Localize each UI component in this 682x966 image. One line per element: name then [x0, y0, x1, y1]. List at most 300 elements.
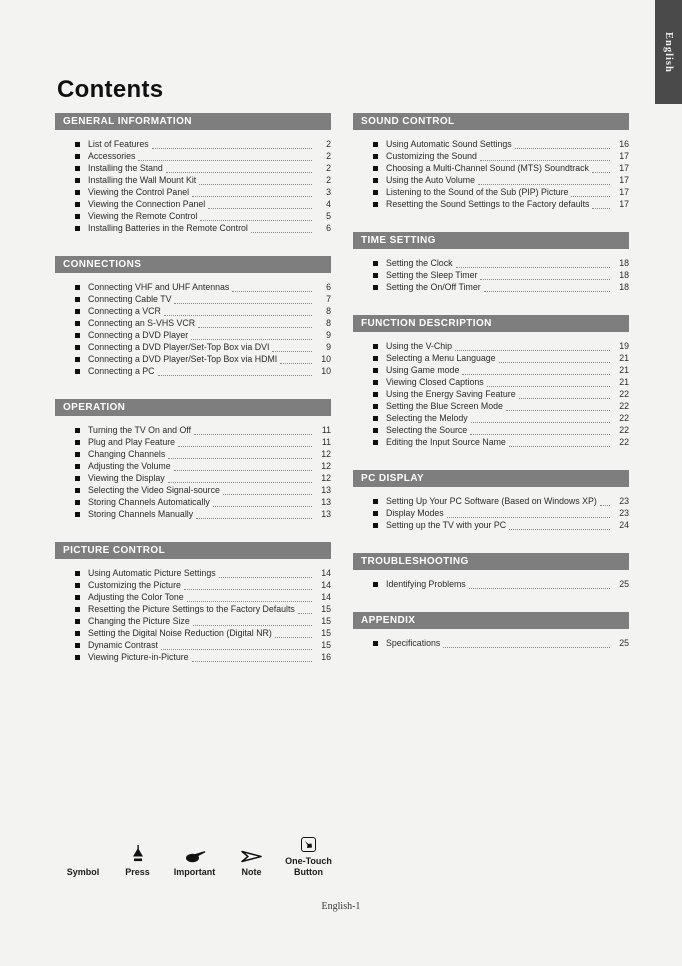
section-header: GENERAL INFORMATION	[55, 113, 331, 130]
language-tab	[655, 0, 682, 104]
square-bullet-icon	[75, 357, 80, 362]
toc-entry[interactable]	[353, 162, 629, 174]
dot-leader	[470, 426, 610, 435]
dot-leader	[447, 509, 610, 518]
toc-entry-page: 15	[321, 628, 331, 638]
square-bullet-icon	[75, 643, 80, 648]
dot-leader	[571, 188, 610, 197]
toc-entry-page: 18	[619, 270, 629, 280]
toc-entry-page: 23	[619, 496, 629, 506]
dot-leader	[168, 450, 312, 459]
dot-leader	[484, 283, 610, 292]
dot-leader	[168, 474, 312, 483]
section-entries	[353, 332, 629, 448]
dot-leader	[480, 271, 610, 280]
toc-entry[interactable]	[353, 519, 629, 531]
toc-entry-page: 22	[619, 401, 629, 411]
square-bullet-icon	[75, 190, 80, 195]
toc-entry[interactable]	[353, 388, 629, 400]
legend-label: Important	[173, 867, 216, 877]
toc-entry-label: Selecting a Menu Language	[386, 353, 496, 363]
toc-section	[55, 256, 331, 377]
toc-entry-label: Changing the Picture Size	[88, 616, 190, 626]
square-bullet-icon	[373, 582, 378, 587]
section-header: TIME SETTING	[353, 232, 629, 249]
toc-entry-label: Customizing the Sound	[386, 151, 477, 161]
arrowhead-icon	[240, 842, 263, 863]
square-bullet-icon	[75, 595, 80, 600]
square-bullet-icon	[75, 142, 80, 147]
square-bullet-icon	[75, 333, 80, 338]
toc-section	[353, 553, 629, 590]
toc-entry-page: 21	[619, 365, 629, 375]
toc-entry[interactable]	[55, 210, 331, 222]
toc-entry-page: 12	[321, 461, 331, 471]
toc-entry-page: 11	[321, 425, 331, 435]
toc-entry[interactable]	[55, 341, 331, 353]
square-bullet-icon	[373, 261, 378, 266]
section-entries	[55, 130, 331, 234]
toc-entry-label: Connecting VHF and UHF Antennas	[88, 282, 230, 292]
toc-entry-page: 15	[321, 604, 331, 614]
legend-label: Symbol	[66, 867, 100, 877]
square-bullet-icon	[75, 428, 80, 433]
toc-entry-label: Setting the Clock	[386, 258, 453, 268]
toc-entry-label: Installing the Stand	[88, 163, 163, 173]
dot-leader	[184, 581, 312, 590]
toc-entry-page: 2	[326, 151, 331, 161]
toc-entry-page: 21	[619, 353, 629, 363]
square-bullet-icon	[75, 154, 80, 159]
dot-leader	[191, 331, 312, 340]
toc-entry[interactable]	[55, 436, 331, 448]
toc-entry-label: Using the Auto Volume	[386, 175, 476, 185]
toc-entry[interactable]	[353, 352, 629, 364]
square-bullet-icon	[75, 512, 80, 517]
dot-leader	[174, 462, 312, 471]
section-header: FUNCTION DESCRIPTION	[353, 315, 629, 332]
square-bullet-icon	[75, 619, 80, 624]
toc-section	[55, 399, 331, 520]
toc-entry[interactable]	[55, 198, 331, 210]
square-bullet-icon	[373, 273, 378, 278]
toc-entry-label: Installing the Wall Mount Kit	[88, 175, 197, 185]
toc-entry-page: 12	[321, 449, 331, 459]
toc-entry-page: 15	[321, 640, 331, 650]
toc-entry[interactable]	[55, 305, 331, 317]
square-bullet-icon	[75, 178, 80, 183]
dot-leader	[192, 653, 312, 662]
toc-entry-label: Adjusting the Volume	[88, 461, 171, 471]
toc-entry-page: 22	[619, 425, 629, 435]
toc-entry-label: Installing Batteries in the Remote Control	[88, 223, 248, 233]
toc-entry-page: 8	[326, 306, 331, 316]
toc-entry-label: Setting the Blue Screen Mode	[386, 401, 503, 411]
toc-entry-page: 16	[619, 139, 629, 149]
toc-entry-label: Listening to the Sound of the Sub (PIP) Picture	[386, 187, 569, 197]
toc-entry-label: Viewing the Display	[88, 473, 165, 483]
square-bullet-icon	[373, 523, 378, 528]
toc-entry-label: Connecting a DVD Player/Set-Top Box via DVI	[88, 342, 270, 352]
dot-leader	[592, 200, 610, 209]
square-bullet-icon	[75, 464, 80, 469]
toc-entry-page: 2	[326, 175, 331, 185]
square-bullet-icon	[373, 368, 378, 373]
dot-leader	[480, 152, 610, 161]
toc-entry[interactable]	[55, 186, 331, 198]
square-bullet-icon	[75, 166, 80, 171]
square-bullet-icon	[75, 655, 80, 660]
dot-leader	[198, 319, 312, 328]
square-bullet-icon	[373, 499, 378, 504]
section-header: PICTURE CONTROL	[55, 542, 331, 559]
toc-entry-page: 23	[619, 508, 629, 518]
toc-entry-label: Storing Channels Automatically	[88, 497, 210, 507]
toc-entry-page: 13	[321, 509, 331, 519]
toc-entry-page: 2	[326, 163, 331, 173]
toc-entry[interactable]	[353, 281, 629, 293]
toc-entry[interactable]	[55, 627, 331, 639]
square-bullet-icon	[373, 202, 378, 207]
section-header: CONNECTIONS	[55, 256, 331, 273]
toc-entry-label: Viewing the Connection Panel	[88, 199, 206, 209]
toc-entry[interactable]	[55, 162, 331, 174]
square-bullet-icon	[373, 356, 378, 361]
toc-entry[interactable]	[353, 400, 629, 412]
toc-entry[interactable]	[353, 186, 629, 198]
toc-entry[interactable]	[353, 578, 629, 590]
square-bullet-icon	[373, 190, 378, 195]
toc-entry-label: Adjusting the Color Tone	[88, 592, 184, 602]
dot-leader	[166, 164, 312, 173]
toc-entry-page: 9	[326, 330, 331, 340]
dot-leader	[200, 212, 312, 221]
toc-section	[55, 542, 331, 663]
toc-entry[interactable]	[55, 329, 331, 341]
dot-leader	[174, 295, 312, 304]
toc-columns	[55, 113, 629, 685]
toc-entry-page: 18	[619, 282, 629, 292]
toc-entry[interactable]	[353, 150, 629, 162]
toc-section	[353, 113, 629, 210]
dot-leader	[164, 307, 312, 316]
dot-leader	[152, 140, 312, 149]
page-title: Contents	[57, 76, 164, 103]
toc-entry-label: List of Features	[88, 139, 149, 149]
square-bullet-icon	[75, 345, 80, 350]
toc-entry-page: 4	[326, 199, 331, 209]
square-bullet-icon	[373, 641, 378, 646]
toc-entry[interactable]	[353, 364, 629, 376]
toc-entry[interactable]	[55, 579, 331, 591]
toc-entry-page: 22	[619, 389, 629, 399]
toc-entry-page: 15	[321, 616, 331, 626]
section-entries	[55, 416, 331, 520]
toc-entry[interactable]	[55, 651, 331, 663]
toc-entry-page: 9	[326, 342, 331, 352]
one-touch-button-icon	[301, 831, 316, 852]
toc-entry-page: 24	[619, 520, 629, 530]
dot-leader	[443, 639, 610, 648]
dot-leader	[232, 283, 312, 292]
legend-item-important	[166, 842, 223, 878]
square-bullet-icon	[373, 344, 378, 349]
square-bullet-icon	[75, 571, 80, 576]
legend-item-note	[223, 842, 280, 878]
toc-entry-label: Using Automatic Picture Settings	[88, 568, 216, 578]
toc-entry-label: Connecting an S-VHS VCR	[88, 318, 196, 328]
toc-entry-label: Using Game mode	[386, 365, 460, 375]
toc-entry-label: Customizing the Picture	[88, 580, 181, 590]
square-bullet-icon	[75, 202, 80, 207]
toc-entry[interactable]	[353, 269, 629, 281]
toc-entry-label: Identifying Problems	[386, 579, 466, 589]
square-bullet-icon	[373, 416, 378, 421]
toc-entry-label: Viewing the Control Panel	[88, 187, 190, 197]
toc-entry[interactable]	[55, 567, 331, 579]
toc-entry[interactable]	[55, 150, 331, 162]
toc-entry-label: Using the Energy Saving Feature	[386, 389, 516, 399]
toc-entry-label: Setting the On/Off Timer	[386, 282, 481, 292]
toc-entry-page: 17	[619, 151, 629, 161]
toc-entry-page: 18	[619, 258, 629, 268]
toc-entry[interactable]	[55, 460, 331, 472]
toc-entry-page: 17	[619, 187, 629, 197]
square-bullet-icon	[373, 392, 378, 397]
dot-leader	[600, 497, 610, 506]
toc-entry[interactable]	[55, 138, 331, 150]
square-bullet-icon	[75, 500, 80, 505]
dot-leader	[192, 188, 312, 197]
language-tab-label: English	[663, 31, 674, 73]
dot-leader	[158, 367, 312, 376]
toc-entry-page: 8	[326, 318, 331, 328]
toc-entry-label: Setting up the TV with your PC	[386, 520, 507, 530]
toc-entry[interactable]	[353, 174, 629, 186]
toc-entry-label: Connecting a VCR	[88, 306, 161, 316]
toc-entry-label: Using the V-Chip	[386, 341, 453, 351]
toc-entry-label: Setting the Digital Noise Reduction (Digital NR)	[88, 628, 272, 638]
legend-label: Note	[241, 867, 262, 877]
section-entries	[353, 629, 629, 649]
square-bullet-icon	[373, 285, 378, 290]
toc-entry[interactable]	[55, 603, 331, 615]
toc-entry-page: 22	[619, 437, 629, 447]
toc-column-right	[353, 113, 629, 685]
square-bullet-icon	[373, 166, 378, 171]
square-bullet-icon	[75, 309, 80, 314]
square-bullet-icon	[75, 488, 80, 493]
toc-entry[interactable]	[55, 293, 331, 305]
section-header: SOUND CONTROL	[353, 113, 629, 130]
dot-leader	[499, 354, 610, 363]
pointing-hand-icon	[184, 842, 206, 863]
section-header: PC DISPLAY	[353, 470, 629, 487]
dot-leader	[199, 176, 312, 185]
toc-section	[55, 113, 331, 234]
toc-entry-label: Connecting a DVD Player	[88, 330, 189, 340]
dot-leader	[275, 629, 312, 638]
dot-leader	[219, 569, 312, 578]
toc-entry[interactable]	[353, 376, 629, 388]
toc-entry[interactable]	[55, 484, 331, 496]
toc-entry-label: Setting Up Your PC Software (Based on Windows XP)	[386, 496, 597, 506]
toc-entry-page: 22	[619, 413, 629, 423]
section-header: APPENDIX	[353, 612, 629, 629]
toc-entry-page: 7	[326, 294, 331, 304]
toc-entry-page: 10	[321, 366, 331, 376]
dot-leader	[509, 521, 610, 530]
dot-leader	[592, 164, 610, 173]
square-bullet-icon	[75, 226, 80, 231]
toc-entry-label: Viewing the Remote Control	[88, 211, 198, 221]
toc-entry-label: Storing Channels Manually	[88, 509, 194, 519]
toc-entry-page: 13	[321, 497, 331, 507]
square-bullet-icon	[75, 214, 80, 219]
toc-entry-label: Selecting the Source	[386, 425, 468, 435]
toc-entry[interactable]	[55, 472, 331, 484]
symbol-legend	[57, 831, 337, 878]
dot-leader	[272, 343, 312, 352]
toc-entry-label: Setting the Sleep Timer	[386, 270, 478, 280]
toc-entry[interactable]	[353, 436, 629, 448]
dot-leader	[193, 617, 312, 626]
toc-entry[interactable]	[55, 448, 331, 460]
toc-entry-page: 13	[321, 485, 331, 495]
press-icon	[131, 842, 145, 863]
toc-entry[interactable]	[55, 317, 331, 329]
toc-entry[interactable]	[353, 424, 629, 436]
toc-entry[interactable]	[353, 637, 629, 649]
dot-leader	[298, 605, 312, 614]
toc-section	[353, 612, 629, 649]
toc-entry[interactable]	[55, 365, 331, 377]
toc-entry-page: 2	[326, 139, 331, 149]
dot-leader	[251, 224, 312, 233]
dot-leader	[213, 498, 312, 507]
legend-item-one-touch	[280, 831, 337, 878]
toc-entry[interactable]	[353, 507, 629, 519]
dot-leader	[194, 426, 312, 435]
dot-leader	[455, 342, 610, 351]
toc-entry-label: Changing Channels	[88, 449, 166, 459]
square-bullet-icon	[373, 404, 378, 409]
toc-entry-label: Accessories	[88, 151, 136, 161]
toc-entry[interactable]	[55, 639, 331, 651]
toc-entry[interactable]	[55, 496, 331, 508]
dot-leader	[469, 580, 610, 589]
section-entries	[55, 559, 331, 663]
toc-entry-page: 17	[619, 199, 629, 209]
toc-entry-page: 17	[619, 163, 629, 173]
toc-entry[interactable]	[353, 340, 629, 352]
toc-entry-page: 14	[321, 580, 331, 590]
toc-entry-label: Connecting Cable TV	[88, 294, 172, 304]
toc-entry[interactable]	[353, 257, 629, 269]
section-entries	[353, 570, 629, 590]
dot-leader	[196, 510, 312, 519]
dot-leader	[519, 390, 610, 399]
square-bullet-icon	[75, 297, 80, 302]
toc-entry[interactable]	[55, 174, 331, 186]
dot-leader	[178, 438, 312, 447]
dot-leader	[187, 593, 312, 602]
dot-leader	[280, 355, 312, 364]
toc-entry[interactable]	[55, 424, 331, 436]
toc-entry-page: 3	[326, 187, 331, 197]
square-bullet-icon	[373, 380, 378, 385]
toc-entry-label: Viewing Picture-in-Picture	[88, 652, 189, 662]
toc-entry-page: 17	[619, 175, 629, 185]
toc-entry-label: Using Automatic Sound Settings	[386, 139, 512, 149]
square-bullet-icon	[373, 440, 378, 445]
toc-entry[interactable]	[353, 138, 629, 150]
dot-leader	[208, 200, 312, 209]
toc-entry[interactable]	[55, 281, 331, 293]
square-bullet-icon	[75, 321, 80, 326]
square-bullet-icon	[75, 476, 80, 481]
toc-entry-page: 12	[321, 473, 331, 483]
dot-leader	[487, 378, 610, 387]
toc-entry-label: Editing the Input Source Name	[386, 437, 506, 447]
square-bullet-icon	[373, 142, 378, 147]
toc-entry-label: Viewing Closed Captions	[386, 377, 484, 387]
toc-entry[interactable]	[55, 508, 331, 520]
toc-entry-page: 14	[321, 568, 331, 578]
toc-section	[353, 315, 629, 448]
dot-leader	[515, 140, 610, 149]
toc-entry[interactable]	[353, 495, 629, 507]
square-bullet-icon	[373, 178, 378, 183]
toc-entry-label: Specifications	[386, 638, 441, 648]
toc-entry-label: Dynamic Contrast	[88, 640, 158, 650]
dot-leader	[462, 366, 610, 375]
toc-entry-page: 19	[619, 341, 629, 351]
toc-entry-page: 25	[619, 638, 629, 648]
dot-leader	[456, 259, 610, 268]
toc-entry[interactable]	[353, 412, 629, 424]
square-bullet-icon	[373, 511, 378, 516]
section-entries	[353, 487, 629, 531]
legend-label: Press	[125, 867, 150, 877]
toc-entry[interactable]	[55, 222, 331, 234]
toc-entry-page: 25	[619, 579, 629, 589]
toc-entry[interactable]	[55, 353, 331, 365]
toc-entry-label: Plug and Play Feature	[88, 437, 176, 447]
toc-entry-label: Selecting the Melody	[386, 413, 468, 423]
section-entries	[353, 130, 629, 210]
toc-entry-page: 14	[321, 592, 331, 602]
square-bullet-icon	[75, 452, 80, 457]
toc-section	[353, 470, 629, 531]
dot-leader	[223, 486, 312, 495]
square-bullet-icon	[75, 369, 80, 374]
dot-leader	[471, 414, 610, 423]
toc-entry-page: 5	[326, 211, 331, 221]
toc-entry[interactable]	[55, 615, 331, 627]
toc-entry[interactable]	[353, 198, 629, 210]
square-bullet-icon	[75, 440, 80, 445]
dot-leader	[478, 176, 610, 185]
dot-leader	[509, 438, 610, 447]
square-bullet-icon	[75, 583, 80, 588]
toc-entry-label: Display Modes	[386, 508, 444, 518]
toc-entry-page: 6	[326, 223, 331, 233]
square-bullet-icon	[75, 285, 80, 290]
legend-item-symbol	[57, 842, 109, 878]
toc-entry-page: 21	[619, 377, 629, 387]
toc-entry[interactable]	[55, 591, 331, 603]
